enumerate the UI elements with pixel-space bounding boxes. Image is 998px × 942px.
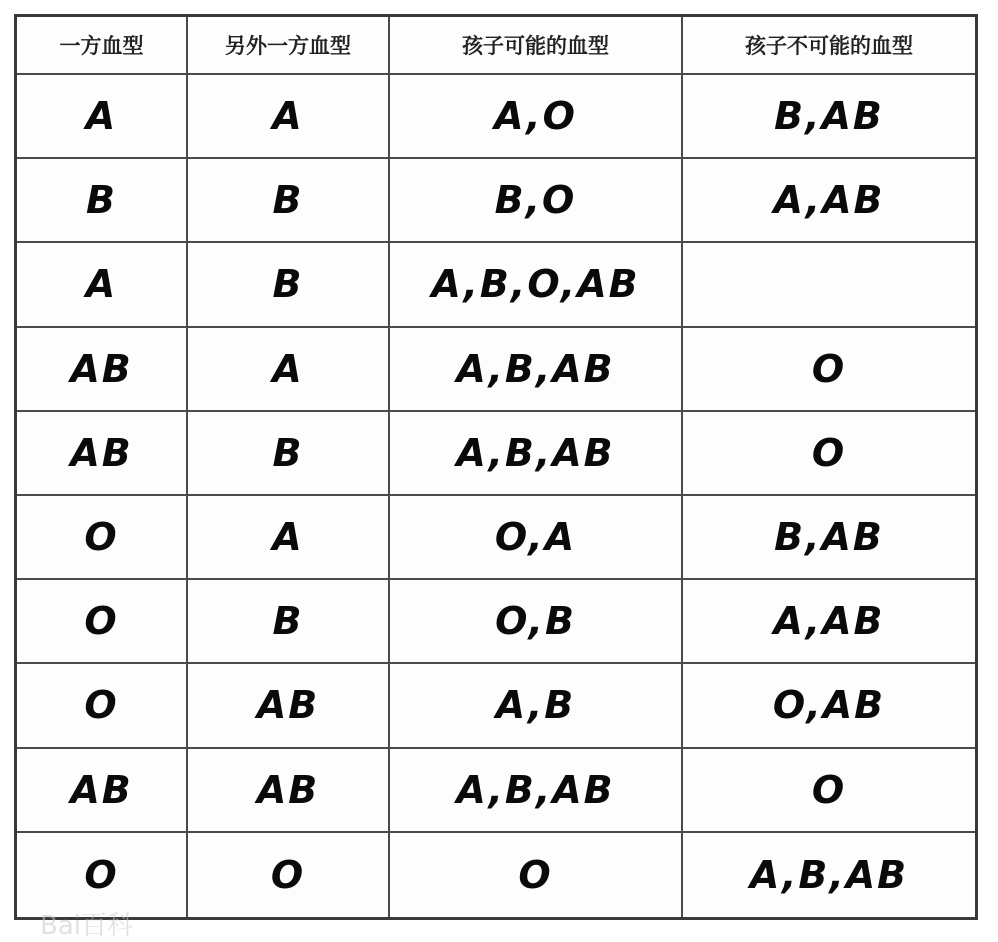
cell-parent-one: A [17,243,188,327]
cell-parent-one: B [17,159,188,243]
cell-child-impossible: O [683,749,975,833]
cell-parent-two: O [188,833,390,917]
cell-parent-two: B [188,412,390,496]
header-parent-two: 另外一方血型 [188,17,390,75]
cell-parent-one: AB [17,749,188,833]
cell-child-impossible [683,243,975,327]
cell-parent-two: A [188,75,390,159]
cell-child-possible: A,B,AB [390,412,683,496]
cell-parent-one: O [17,580,188,664]
cell-child-impossible: A,B,AB [749,852,909,897]
cell-parent-one: AB [17,412,188,496]
cell-child-possible: O,A [390,496,683,580]
header-child-impossible: 孩子不可能的血型 [683,17,975,75]
cell-child-impossible: B,AB [683,75,975,159]
cell-child-possible: O,B [390,580,683,664]
cell-child-impossible: O [683,328,975,412]
cell-child-impossible: A,AB [683,159,975,243]
cell-child-possible: A,B,AB [390,328,683,412]
cell-child-impossible: A,AB [683,580,975,664]
cell-parent-one: A [17,75,188,159]
cell-child-impossible: O [683,412,975,496]
cell-parent-one: O [17,664,188,748]
cell-child-possible: B,O [390,159,683,243]
cell-parent-one: AB [17,328,188,412]
header-child-possible: 孩子可能的血型 [390,17,683,75]
cell-child-possible: A,O [390,75,683,159]
cell-parent-one: O [17,833,188,917]
cell-child-impossible: O,AB [683,664,975,748]
cell-parent-two: B [188,243,390,327]
cell-parent-one: O [17,496,188,580]
cell-child-possible: A,B,AB [390,749,683,833]
cell-child-possible: A,B,O,AB [390,243,683,327]
cell-child-possible: A,B [390,664,683,748]
cell-parent-two: B [188,580,390,664]
cell-parent-two: AB [188,749,390,833]
cell-parent-two: A [188,496,390,580]
cell-child-possible: O [390,833,683,917]
cell-child-impossible: B,AB [683,496,975,580]
watermark-logo: Bai百科 [40,911,133,941]
cell-parent-two: B [188,159,390,243]
cell-parent-two: A [188,328,390,412]
cell-parent-two: AB [188,664,390,748]
blood-type-table [14,14,978,920]
header-parent-one: 一方血型 [17,17,188,75]
